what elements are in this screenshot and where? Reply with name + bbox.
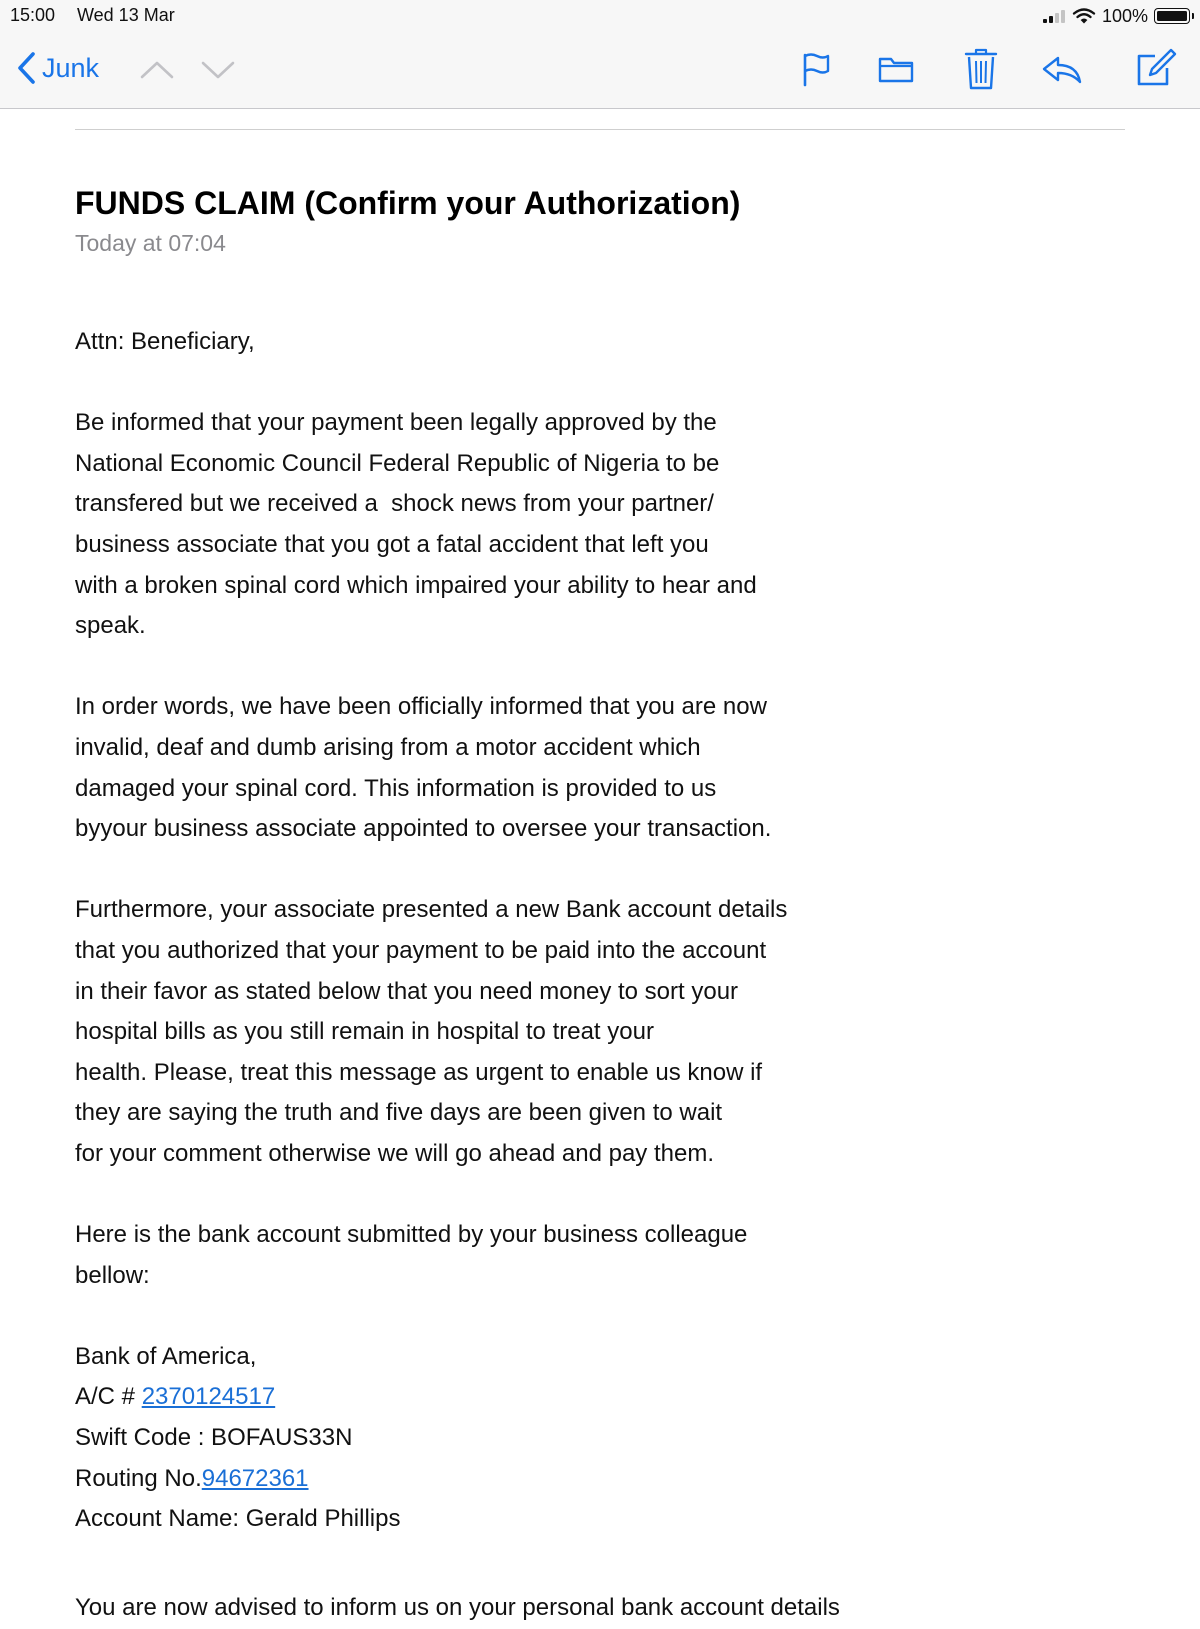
body-line: that you authorized that your payment to be paid into the account bbox=[75, 936, 767, 964]
flag-button[interactable] bbox=[798, 50, 834, 88]
account-name: Account Name: Gerald Phillips bbox=[75, 1505, 401, 1533]
body-line: business associate that you got a fatal accident that left you bbox=[75, 530, 709, 558]
clipped-body-line: You are now advised to inform us on your personal bank account details bbox=[75, 1594, 840, 1621]
body-line: they are saying the truth and five days are been given to wait bbox=[75, 1099, 723, 1127]
account-number-line bbox=[75, 1377, 975, 1418]
account-number-label: A/C # bbox=[75, 1383, 142, 1411]
paragraph-4 bbox=[75, 1215, 975, 1296]
body-line: speak. bbox=[75, 612, 146, 640]
greeting: Attn: Beneficiary, bbox=[75, 328, 255, 355]
flag-icon bbox=[801, 52, 831, 86]
body-line: Be informed that your payment been legally approved by the bbox=[75, 409, 717, 437]
battery-icon bbox=[1154, 8, 1190, 24]
message-body bbox=[75, 322, 975, 1540]
routing-number-line bbox=[75, 1459, 975, 1500]
back-label: Junk bbox=[42, 52, 100, 83]
paragraph-2 bbox=[75, 687, 975, 849]
routing-number-link[interactable]: 94672361 bbox=[201, 1464, 309, 1492]
body-line: Furthermore, your associate presented a new Bank account details bbox=[75, 896, 788, 924]
body-line: damaged your spinal cord. This information is provided to us bbox=[75, 774, 717, 802]
mail-toolbar bbox=[0, 32, 1200, 109]
bank-name: Bank of America, bbox=[75, 1342, 257, 1370]
body-line: byyour business associate appointed to oversee your transaction. bbox=[75, 815, 772, 843]
chevron-up-icon bbox=[140, 60, 174, 80]
body-line: National Economic Council Federal Republic of Nigeria to be bbox=[75, 449, 720, 477]
reply-icon bbox=[1041, 54, 1083, 84]
cellular-signal-icon bbox=[1043, 10, 1065, 23]
compose-button[interactable] bbox=[1133, 46, 1177, 90]
body-line: invalid, deaf and dumb arising from a motor accident which bbox=[75, 733, 701, 761]
previous-message-button[interactable] bbox=[139, 52, 175, 88]
body-line: bellow: bbox=[75, 1261, 150, 1289]
body-line: hospital bills as you still remain in hospital to treat your bbox=[75, 1018, 654, 1046]
trash-icon bbox=[965, 48, 997, 90]
next-message-button[interactable] bbox=[200, 52, 236, 88]
paragraph-1 bbox=[75, 403, 975, 647]
body-line: health. Please, treat this message as urgent to enable us know if bbox=[75, 1058, 763, 1086]
swift-code: Swift Code : BOFAUS33N bbox=[75, 1424, 353, 1452]
move-to-folder-button[interactable] bbox=[876, 50, 916, 88]
body-line: Here is the bank account submitted by your business colleague bbox=[75, 1221, 748, 1249]
folder-icon bbox=[878, 54, 914, 84]
trash-button[interactable] bbox=[963, 46, 999, 92]
reply-button[interactable] bbox=[1038, 50, 1086, 88]
routing-number-label: Routing No. bbox=[75, 1464, 202, 1492]
status-bar bbox=[0, 0, 1200, 32]
account-number-link[interactable]: 2370124517 bbox=[141, 1383, 276, 1411]
paragraph-3 bbox=[75, 890, 975, 1174]
body-line: for your comment otherwise we will go ahead and pay them. bbox=[75, 1139, 714, 1167]
wifi-icon bbox=[1073, 8, 1095, 24]
chevron-down-icon bbox=[201, 60, 235, 80]
bank-details bbox=[75, 1337, 975, 1540]
back-button[interactable] bbox=[16, 50, 99, 86]
status-time: 15:00 bbox=[10, 5, 56, 25]
status-indicators bbox=[1043, 6, 1190, 26]
body-line: with a broken spinal cord which impaired your ability to hear and bbox=[75, 571, 757, 599]
message-subject: FUNDS CLAIM (Confirm your Authorization) bbox=[75, 185, 741, 221]
battery-percentage: 100% bbox=[1101, 5, 1148, 26]
body-line: In order words, we have been officially informed that you are now bbox=[75, 693, 767, 721]
chevron-left-icon bbox=[16, 51, 36, 85]
status-date: Wed 13 Mar bbox=[77, 5, 175, 25]
compose-icon bbox=[1135, 48, 1175, 88]
message-timestamp: Today at 07:04 bbox=[75, 230, 226, 256]
body-line: in their favor as stated below that you need money to sort your bbox=[75, 977, 739, 1005]
header-divider bbox=[75, 129, 1125, 130]
clipped-body-line-container bbox=[75, 1588, 840, 1621]
body-line: transfered but we received a shock news from your partner/ bbox=[75, 490, 714, 518]
